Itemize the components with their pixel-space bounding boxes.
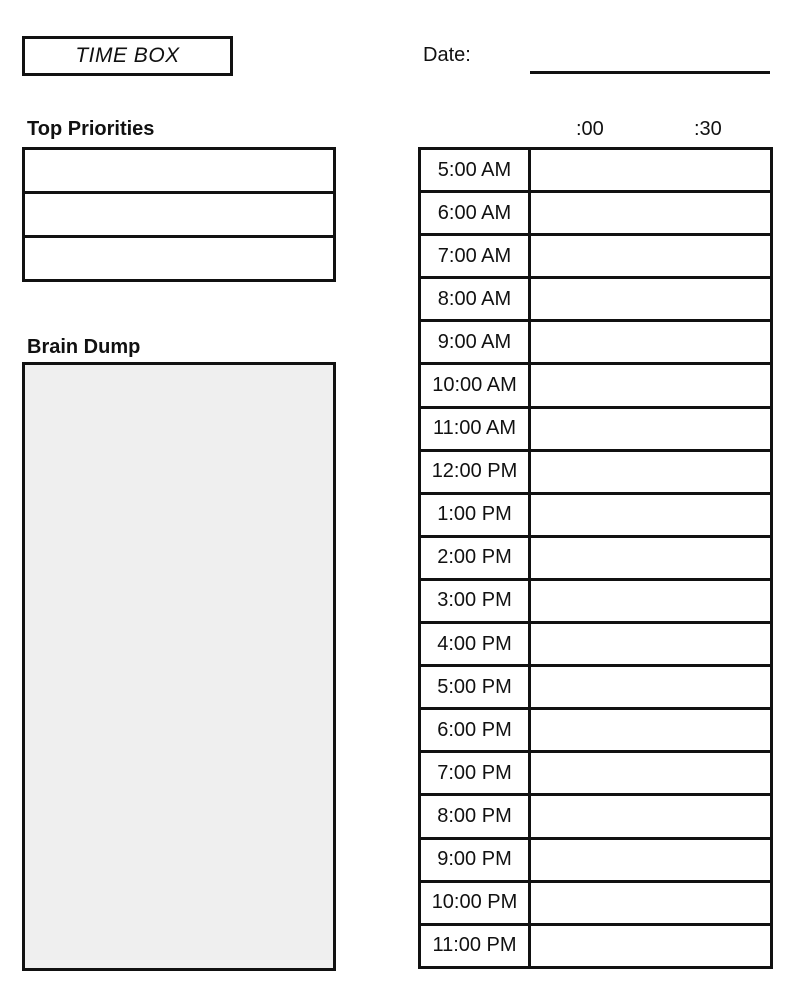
schedule-row bbox=[421, 624, 770, 667]
time-slot[interactable] bbox=[531, 840, 770, 880]
schedule-row bbox=[421, 236, 770, 279]
schedule-row bbox=[421, 452, 770, 495]
time-label: 3:00 PM bbox=[421, 581, 531, 621]
time-label: 10:00 AM bbox=[421, 365, 531, 405]
time-slot[interactable] bbox=[531, 538, 770, 578]
time-slot[interactable] bbox=[531, 279, 770, 319]
schedule-row bbox=[421, 710, 770, 753]
date-field-line[interactable] bbox=[530, 71, 770, 74]
time-label: 6:00 AM bbox=[421, 193, 531, 233]
time-label: 9:00 PM bbox=[421, 840, 531, 880]
time-slot[interactable] bbox=[531, 452, 770, 492]
time-label: 6:00 PM bbox=[421, 710, 531, 750]
schedule-row bbox=[421, 495, 770, 538]
time-slot[interactable] bbox=[531, 193, 770, 233]
schedule-row bbox=[421, 796, 770, 839]
schedule-row bbox=[421, 883, 770, 926]
date-label: Date: bbox=[423, 44, 471, 66]
time-label: 2:00 PM bbox=[421, 538, 531, 578]
schedule-row bbox=[421, 193, 770, 236]
priority-row[interactable] bbox=[25, 238, 333, 282]
time-slot[interactable] bbox=[531, 150, 770, 190]
page-title: TIME BOX bbox=[22, 36, 233, 76]
top-priorities-label: Top Priorities bbox=[27, 118, 155, 140]
schedule-row bbox=[421, 409, 770, 452]
time-label: 10:00 PM bbox=[421, 883, 531, 923]
schedule-row bbox=[421, 581, 770, 624]
time-slot[interactable] bbox=[531, 409, 770, 449]
time-slot[interactable] bbox=[531, 796, 770, 836]
time-label: 5:00 AM bbox=[421, 150, 531, 190]
time-slot[interactable] bbox=[531, 753, 770, 793]
time-label: 8:00 PM bbox=[421, 796, 531, 836]
time-slot[interactable] bbox=[531, 365, 770, 405]
schedule-table bbox=[418, 147, 773, 969]
time-label: 7:00 PM bbox=[421, 753, 531, 793]
time-slot[interactable] bbox=[531, 624, 770, 664]
time-label: 8:00 AM bbox=[421, 279, 531, 319]
priority-row[interactable] bbox=[25, 150, 333, 194]
time-slot[interactable] bbox=[531, 322, 770, 362]
time-label: 5:00 PM bbox=[421, 667, 531, 707]
time-label: 11:00 PM bbox=[421, 926, 531, 966]
priority-row[interactable] bbox=[25, 194, 333, 238]
time-label: 7:00 AM bbox=[421, 236, 531, 276]
time-slot[interactable] bbox=[531, 883, 770, 923]
schedule-row bbox=[421, 365, 770, 408]
time-slot[interactable] bbox=[531, 667, 770, 707]
brain-dump-area[interactable] bbox=[22, 362, 336, 971]
time-slot[interactable] bbox=[531, 236, 770, 276]
schedule-row bbox=[421, 926, 770, 969]
time-label: 1:00 PM bbox=[421, 495, 531, 535]
schedule-row bbox=[421, 279, 770, 322]
time-label: 9:00 AM bbox=[421, 322, 531, 362]
schedule-row bbox=[421, 322, 770, 365]
schedule-row bbox=[421, 840, 770, 883]
time-label: 4:00 PM bbox=[421, 624, 531, 664]
column-header-30: :30 bbox=[694, 118, 722, 140]
time-slot[interactable] bbox=[531, 495, 770, 535]
schedule-row bbox=[421, 753, 770, 796]
schedule-row bbox=[421, 150, 770, 193]
schedule-row bbox=[421, 667, 770, 710]
time-label: 12:00 PM bbox=[421, 452, 531, 492]
top-priorities-box bbox=[22, 147, 336, 282]
time-slot[interactable] bbox=[531, 581, 770, 621]
schedule-row bbox=[421, 538, 770, 581]
column-header-00: :00 bbox=[576, 118, 604, 140]
time-label: 11:00 AM bbox=[421, 409, 531, 449]
brain-dump-label: Brain Dump bbox=[27, 336, 141, 358]
time-slot[interactable] bbox=[531, 926, 770, 966]
time-slot[interactable] bbox=[531, 710, 770, 750]
